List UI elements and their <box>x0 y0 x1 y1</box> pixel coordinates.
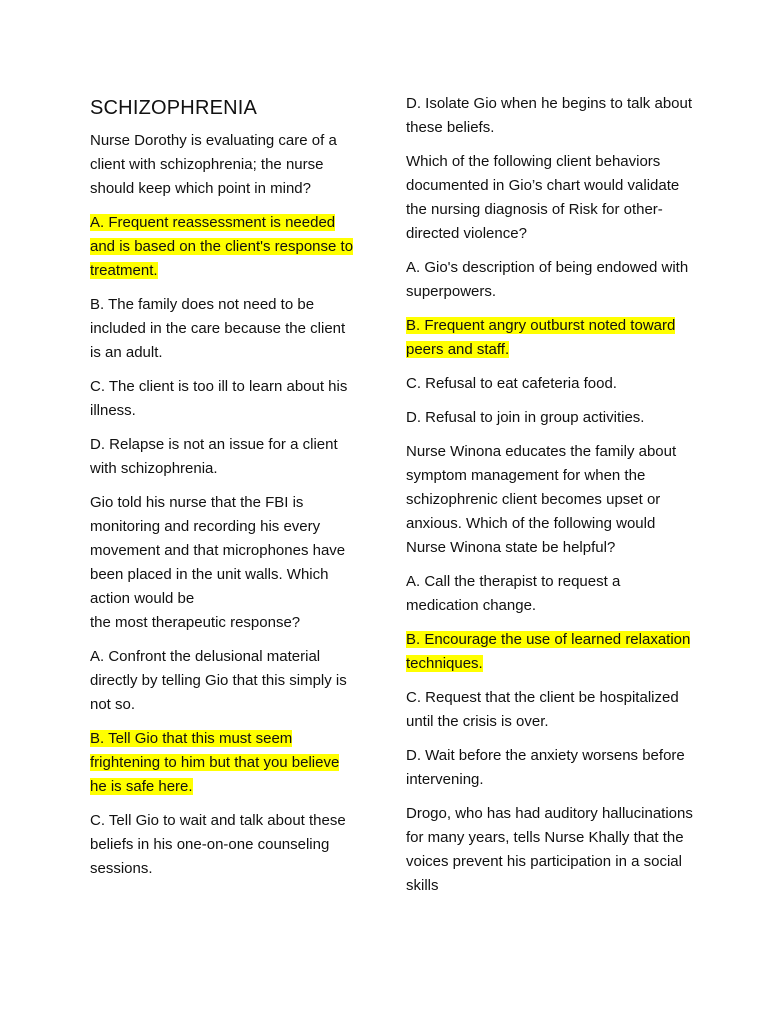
question-1-option-c: C. The client is too ill to learn about his illness. <box>90 378 348 419</box>
page-title: SCHIZOPHRENIA <box>90 97 258 119</box>
question-1-option-a <box>90 211 360 283</box>
highlighted-answer: B. Frequent angry outburst noted toward peers and staff. <box>406 317 676 358</box>
question-2-option-b <box>90 727 360 799</box>
question-3-option-a: A. Gio's description of being endowed with superpowers. <box>406 259 689 300</box>
question-2-option-a: A. Confront the delusional material directly by telling Gio that this simply is not so. <box>90 648 347 713</box>
question-4-option-a: A. Call the therapist to request a medication change. <box>406 573 621 614</box>
highlighted-answer: B. Encourage the use of learned relaxation techniques. <box>406 631 691 672</box>
question-2-stem: Gio told his nurse that the FBI is monitoring and recording his every movement and that microphones have been placed in the unit walls. Which action would be <box>90 494 346 607</box>
question-4-option-c: C. Request that the client be hospitalized until the crisis is over. <box>406 689 679 730</box>
question-2-stem-continued: the most therapeutic response? <box>90 614 301 631</box>
question-3-option-d: D. Refusal to join in group activities. <box>406 409 645 426</box>
left-column <box>90 0 360 891</box>
question-2-option-d: D. Isolate Gio when he begins to talk about these beliefs. <box>406 95 693 136</box>
highlighted-answer: B. Tell Gio that this must seem frightening to him but that you believe he is safe here. <box>90 730 340 795</box>
right-column <box>406 0 696 908</box>
question-1-option-b: B. The family does not need to be included in the care because the client is an adult. <box>90 296 346 361</box>
question-3-stem: Which of the following client behaviors documented in Gio’s chart would validate the nursing diagnosis of Risk for other-directed violence? <box>406 153 680 242</box>
question-4-option-d: D. Wait before the anxiety worsens before intervening. <box>406 747 685 788</box>
question-2-option-c: C. Tell Gio to wait and talk about these beliefs in his one-on-one counseling sessions. <box>90 812 346 877</box>
question-4-option-b <box>406 628 696 676</box>
question-1-stem: Nurse Dorothy is evaluating care of a client with schizophrenia; the nurse should keep which point in mind? <box>90 132 337 197</box>
highlighted-answer: A. Frequent reassessment is needed and is based on the client's response to treatment. <box>90 214 354 279</box>
question-4-stem: Nurse Winona educates the family about symptom management for when the schizophrenic client becomes upset or anxious. Which of the following would Nurse Winona state be helpful? <box>406 443 677 556</box>
question-1-option-d: D. Relapse is not an issue for a client with schizophrenia. <box>90 436 338 477</box>
question-3-option-b <box>406 314 696 362</box>
question-5-stem: Drogo, who has had auditory hallucinations for many years, tells Nurse Khally that the voices prevent his participation in a social skills <box>406 805 693 894</box>
question-3-option-c: C. Refusal to eat cafeteria food. <box>406 375 617 392</box>
